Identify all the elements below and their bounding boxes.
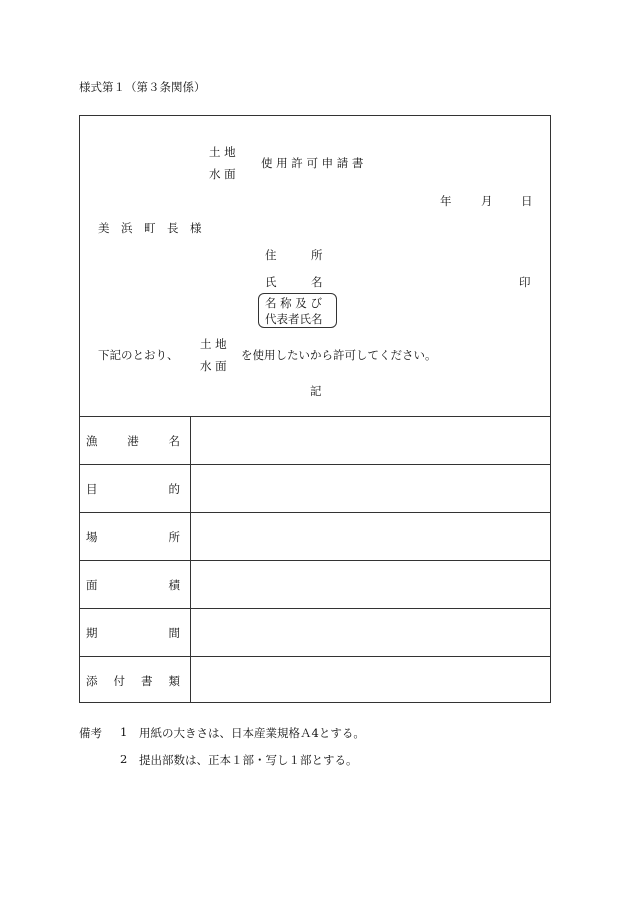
attachments-field[interactable]: [191, 657, 551, 703]
row-label-attachments: 添 付 書 類: [86, 674, 180, 688]
paren-line1: 名 称 及 び: [265, 296, 322, 310]
row-label-location: 場 所: [86, 530, 180, 544]
address-label: 住 所: [265, 248, 323, 262]
date-day: 日: [521, 194, 533, 208]
row-label-fishing-port: 漁 港 名: [86, 434, 180, 448]
application-form: [79, 115, 551, 703]
paren-line2: 代表者氏名: [265, 312, 323, 326]
row-label-purpose: 目 的: [86, 482, 180, 496]
addressee: 美 浜 町 長 様: [98, 221, 202, 235]
name-label: 氏 名: [265, 275, 323, 289]
period-field[interactable]: [191, 609, 551, 656]
body-option-land: 土 地: [200, 337, 227, 351]
row-label-period: 期 間: [86, 626, 180, 640]
body-prefix: 下記のとおり、: [98, 348, 179, 362]
remark-1-number: 1: [120, 725, 128, 739]
date-year: 年: [440, 194, 452, 208]
remark-1-text: 用紙の大きさは、日本産業規格Ａ4とする。: [139, 726, 365, 740]
purpose-field[interactable]: [191, 465, 551, 512]
area-field[interactable]: [191, 561, 551, 608]
title-option-land: 土 地: [209, 145, 236, 159]
title-option-water: 水 面: [209, 167, 236, 181]
date-month: 月: [481, 194, 493, 208]
remarks-label: 備考: [79, 726, 102, 740]
ki-mark: 記: [310, 384, 322, 398]
remark-2-text: 提出部数は、正本１部・写し１部とする。: [139, 753, 358, 767]
row-label-area: 面 積: [86, 578, 180, 592]
location-field[interactable]: [191, 513, 551, 560]
body-option-water: 水 面: [200, 359, 227, 373]
remark-2-number: 2: [120, 752, 128, 766]
form-label: 様式第１（第３条関係）: [79, 80, 206, 94]
body-suffix: を使用したいから許可してください。: [241, 348, 437, 362]
form-title: 使 用 許 可 申 請 書: [261, 156, 364, 170]
fishing-port-field[interactable]: [191, 417, 551, 464]
seal-mark: 印: [519, 275, 531, 289]
